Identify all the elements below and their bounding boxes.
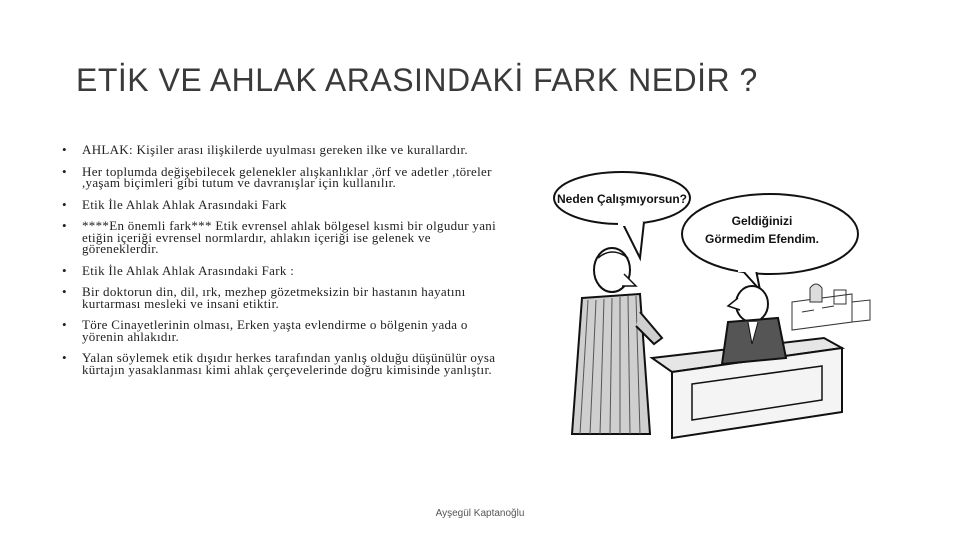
bullet-item [62,262,502,278]
bubble-employee-text-2: Görmedim Efendim. [704,232,820,246]
bullet-item [62,163,502,190]
bullet-item [62,352,502,375]
bullet-marker: • [62,262,67,278]
bullet-marker: • [62,196,67,212]
bubble-boss-text: Neden Çalışmıyorsun? [556,192,688,206]
bullet-marker: • [62,317,67,332]
employee-figure [722,286,786,364]
bullet-marker: • [62,284,67,299]
speech-bubble-employee [682,194,858,290]
bullet-text: Etik İle Ahlak Ahlak Arasındaki Fark : [82,262,295,278]
bullet-marker: • [62,163,67,179]
boss-figure [572,248,662,434]
slide-title: ETİK VE AHLAK ARASINDAKİ FARK NEDİR ? [76,62,758,98]
office-background [792,284,870,330]
bullet-marker: • [62,142,67,157]
bullet-text: ****En önemli fark*** Etik evrensel ahlak bölgesel kısmi bir olgudur yani etiğin içeriği evrensel normlardır, ahlakın içeriği ise gelenek ve göreneklerdir. [82,218,496,256]
bullet-marker: • [62,350,67,365]
bullet-text: AHLAK: Kişiler arası ilişkilerde uyulması gereken ilke ve kurallardır. [82,142,468,157]
bullet-text: Töre Cinayetlerinin olması, Erken yaşta evlendirme o bölgenin yada o yörenin ahlakıdır. [82,317,468,344]
bullet-marker: • [62,218,67,233]
cartoon-illustration [552,162,872,442]
bullet-text: Bir doktorun din, dil, ırk, mezhep gözetmeksizin bir hastanın hayatını kurtarması mesleki ve insani etiktir. [82,284,466,311]
bullet-item [62,319,502,342]
bullet-text: Etik İle Ahlak Ahlak Arasındaki Fark [82,196,287,212]
bullet-item [62,144,502,156]
bullet-text: Her toplumda değişebilecek gelenekler alışkanlıklar ,örf ve adetler ,töreler ,yaşam biçimleri gibi tutum ve davranışlar için kullanılır. [82,163,492,190]
speech-bubble-boss [554,172,690,258]
bullet-list [62,144,502,385]
bullet-item [62,286,502,309]
bullet-item [62,220,502,255]
bullet-item [62,196,502,212]
slide-footer: Ayşegül Kaptanoğlu [435,508,525,519]
bullet-text: Yalan söylemek etik dışıdır herkes tarafından yanlış olduğu düşünülür oysa kürtajın yasaklanması kimi ahlak çerçevelerinde doğru kimisinde yanlıştır. [82,350,496,377]
bubble-employee-text-1: Geldiğinizi [731,214,793,228]
